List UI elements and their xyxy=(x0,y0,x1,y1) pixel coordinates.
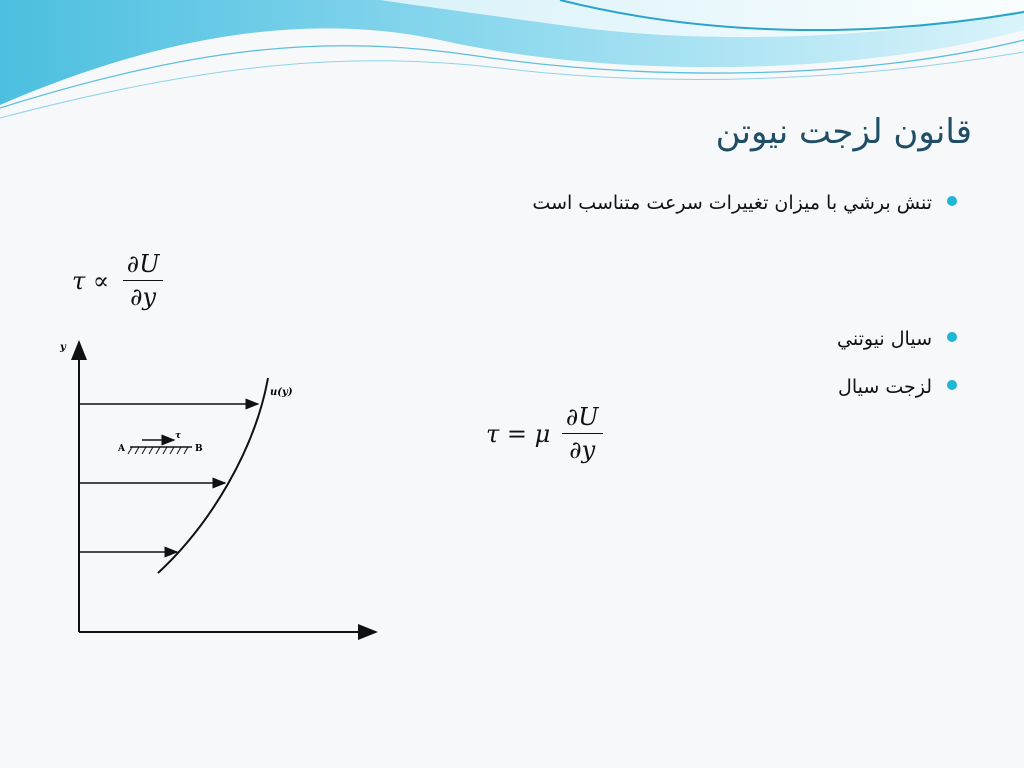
equation-proportional xyxy=(72,250,163,311)
fraction-denominator: ∂y xyxy=(130,283,157,311)
bullet-item xyxy=(837,328,932,350)
bullet-item xyxy=(532,192,932,214)
fraction xyxy=(562,403,603,464)
bullet-text: سيال نيوتني xyxy=(837,328,932,350)
header-wave-decoration xyxy=(0,0,1024,130)
equation-lhs: τ ∝ xyxy=(72,266,110,295)
tau-label: τ xyxy=(175,431,182,441)
bullet-dot xyxy=(947,332,957,342)
hatching xyxy=(128,447,188,454)
equation-lhs: τ = μ xyxy=(486,419,551,448)
velocity-profile-diagram xyxy=(50,330,390,650)
point-a-label: A xyxy=(118,444,125,454)
bullet-item xyxy=(838,376,932,398)
bullet-text: لزجت سيال xyxy=(838,376,932,398)
curve-label: u(y) xyxy=(270,387,293,398)
bullet-dot xyxy=(947,380,957,390)
bullet-dot xyxy=(947,196,957,206)
slide-title: قانون لزجت نيوتن xyxy=(715,112,972,152)
point-b-label: B xyxy=(195,444,203,454)
bullet-text: تنش برشي با ميزان تغييرات سرعت متناسب است xyxy=(532,192,932,214)
fraction xyxy=(123,250,164,311)
y-axis-label: y xyxy=(60,342,66,353)
fraction-denominator: ∂y xyxy=(569,436,596,464)
equation-newton xyxy=(486,403,603,464)
fraction-numerator: ∂U xyxy=(562,403,603,434)
fraction-numerator: ∂U xyxy=(123,250,164,281)
velocity-curve xyxy=(158,378,268,573)
